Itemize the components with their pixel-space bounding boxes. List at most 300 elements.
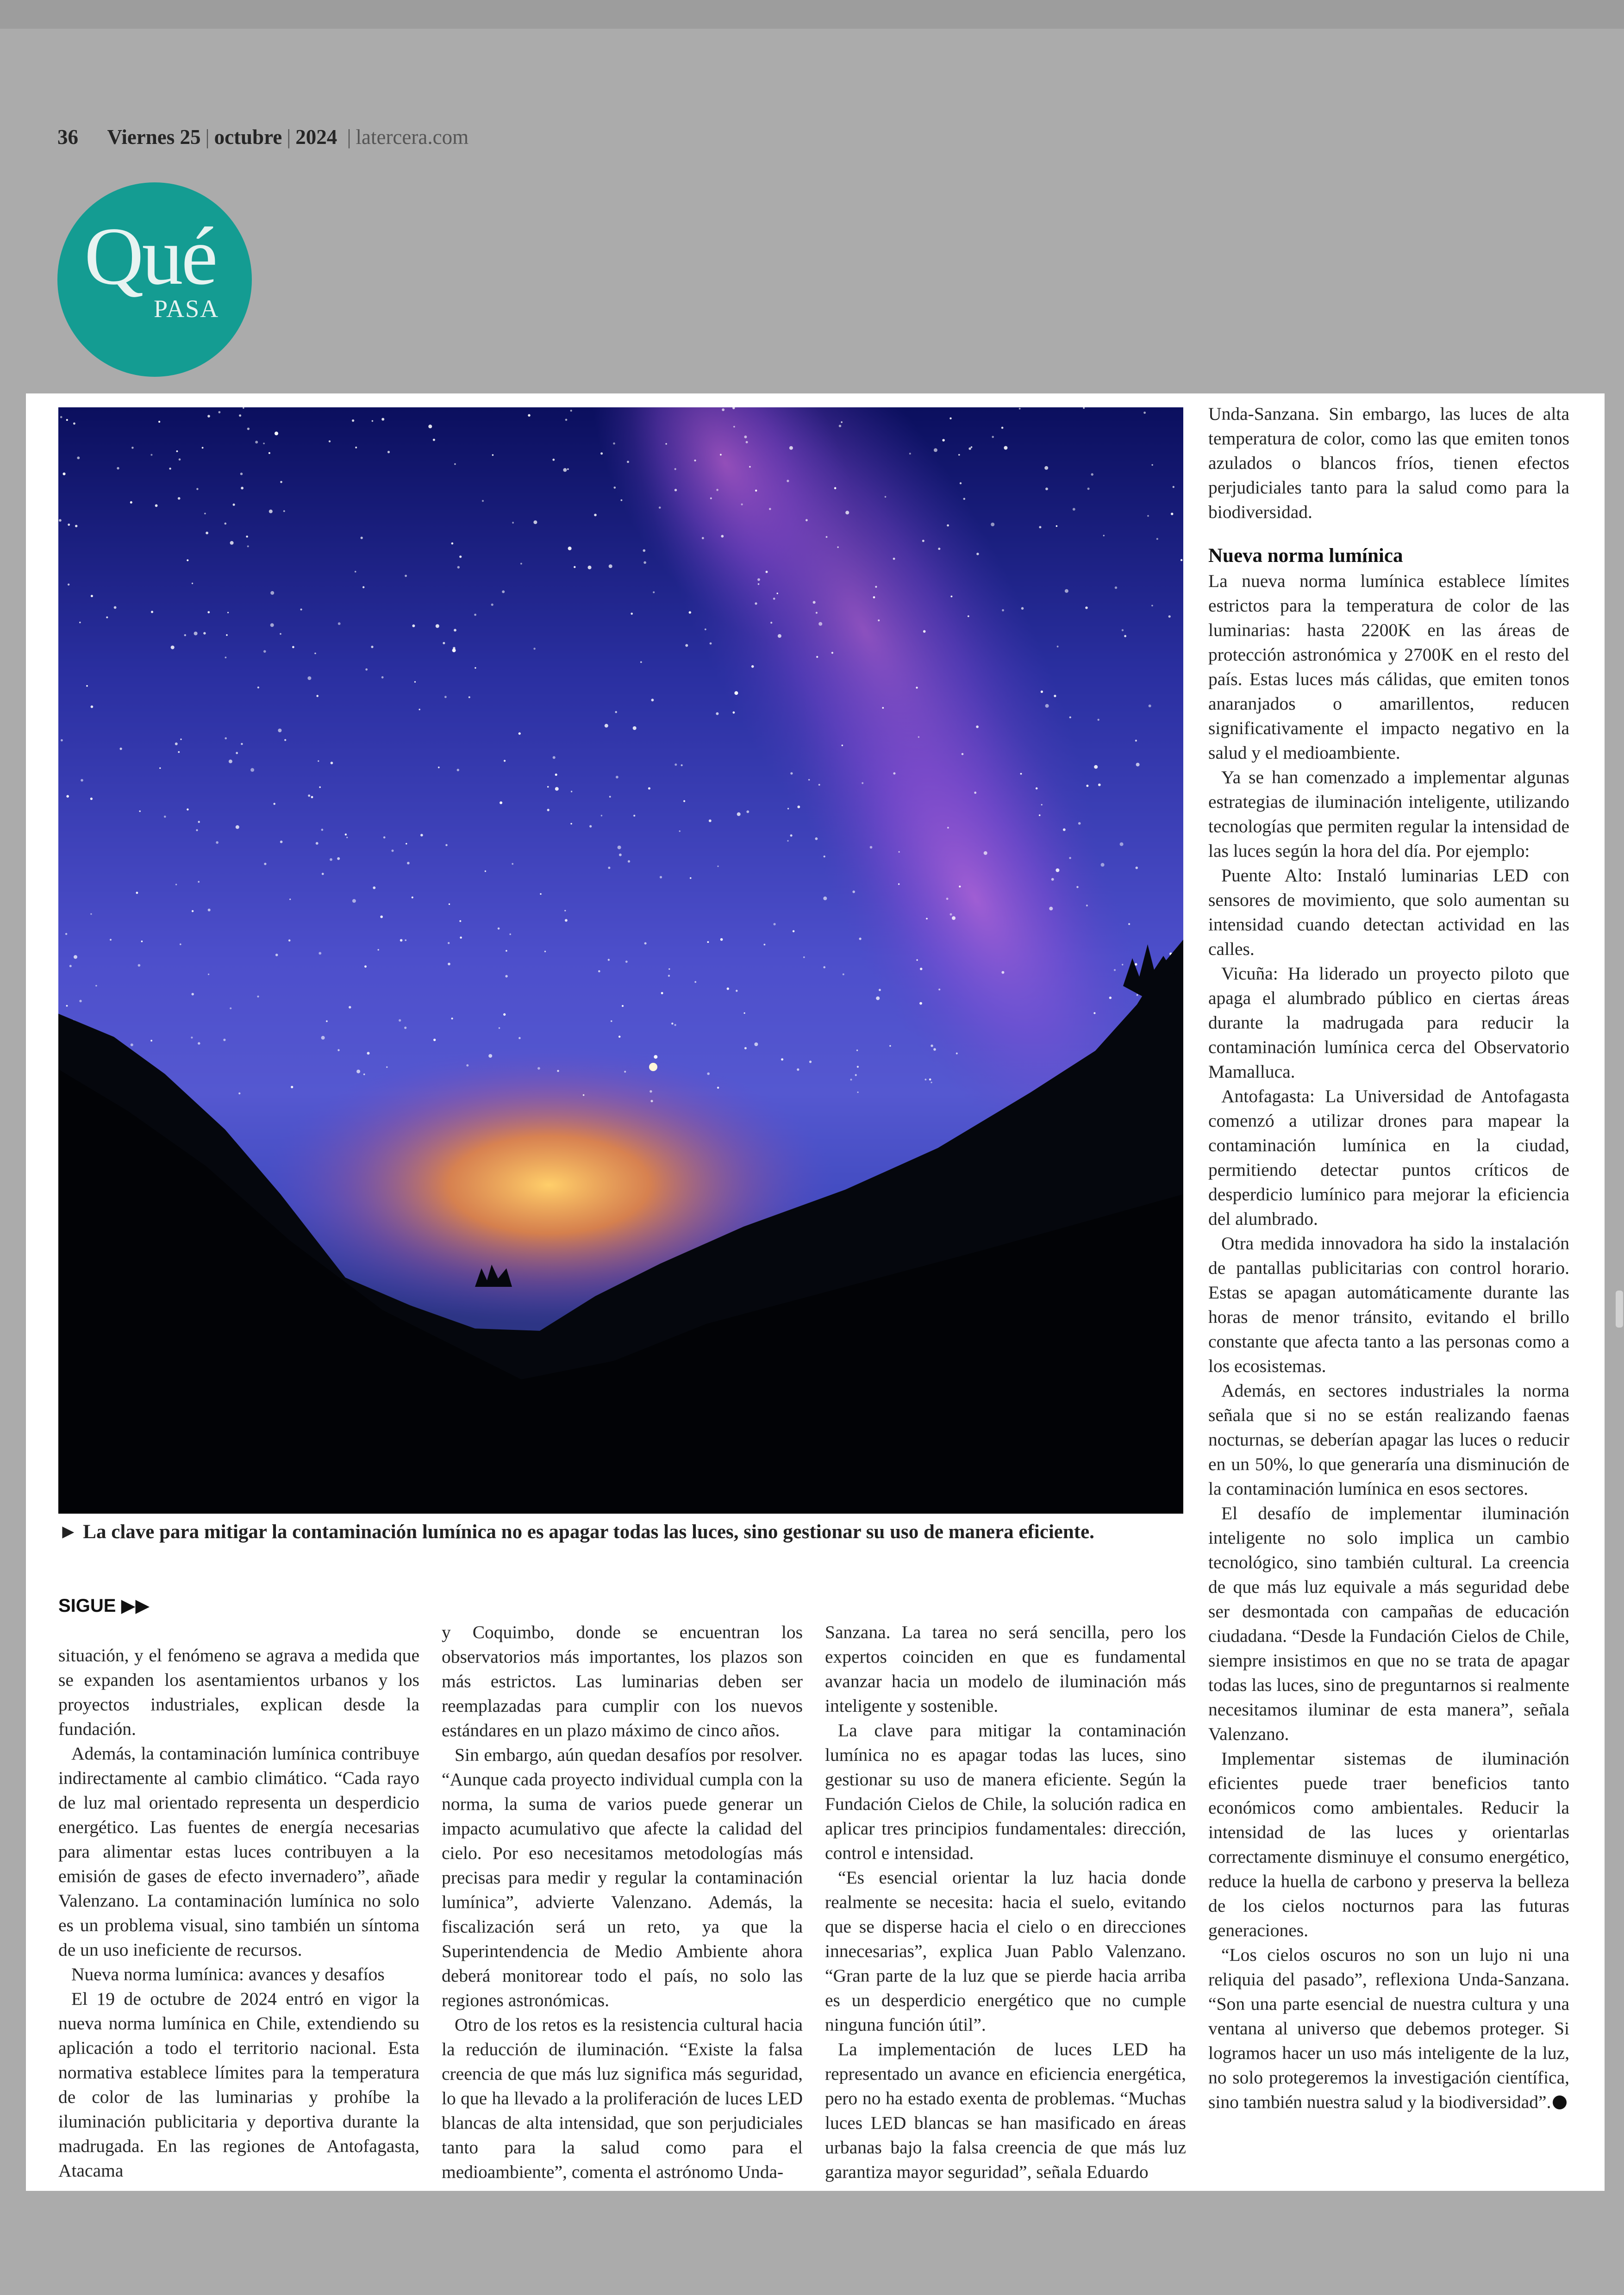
star	[722, 408, 725, 411]
star	[1136, 867, 1138, 869]
star	[879, 989, 881, 991]
star	[616, 776, 618, 779]
star	[378, 949, 379, 950]
star	[1122, 629, 1124, 631]
star	[1051, 878, 1054, 881]
star	[916, 959, 918, 960]
star	[898, 883, 899, 885]
star	[968, 615, 969, 617]
star	[816, 656, 818, 658]
star	[482, 500, 484, 502]
star	[1098, 719, 1099, 721]
star	[499, 1027, 500, 1029]
star	[330, 858, 332, 861]
star	[1147, 515, 1149, 517]
star	[611, 1020, 612, 1022]
star	[659, 506, 661, 509]
star	[504, 760, 506, 762]
star	[292, 646, 294, 649]
star	[744, 436, 747, 438]
star	[488, 1054, 492, 1058]
star	[500, 801, 502, 804]
star	[971, 446, 973, 448]
star	[643, 561, 646, 564]
star	[509, 934, 511, 935]
star	[289, 898, 291, 900]
star	[131, 1043, 133, 1046]
star	[91, 595, 93, 597]
star	[823, 966, 825, 968]
star	[428, 424, 432, 428]
header-month: octubre	[214, 125, 282, 149]
star	[710, 642, 712, 645]
star	[727, 987, 729, 990]
star	[485, 870, 486, 872]
star	[717, 866, 718, 867]
star	[1103, 535, 1105, 536]
star	[61, 739, 63, 742]
star	[552, 459, 555, 461]
star	[755, 490, 757, 492]
star	[757, 578, 760, 581]
star	[716, 489, 718, 491]
star	[114, 606, 117, 609]
star	[79, 622, 81, 623]
star	[280, 841, 283, 843]
star	[204, 513, 206, 515]
star	[918, 736, 919, 738]
star	[208, 973, 209, 975]
star	[59, 519, 62, 522]
star	[643, 549, 646, 552]
star	[176, 450, 178, 452]
star	[448, 963, 450, 966]
star	[1056, 525, 1058, 527]
star	[624, 1071, 626, 1073]
star	[404, 1027, 406, 1029]
star	[459, 920, 461, 922]
star	[1076, 886, 1078, 888]
star	[466, 1064, 468, 1066]
star	[1181, 559, 1182, 561]
star	[169, 468, 171, 469]
star	[929, 1079, 931, 1081]
star	[326, 1020, 328, 1022]
star	[813, 601, 816, 604]
star	[241, 487, 244, 490]
star	[208, 909, 211, 911]
star	[1122, 964, 1123, 965]
sigue-label: SIGUE ▶▶	[58, 1596, 150, 1616]
star	[194, 632, 198, 636]
star	[916, 687, 918, 689]
star	[862, 782, 863, 784]
star	[1073, 508, 1075, 511]
star	[225, 657, 227, 659]
paragraph: situación, y el fenómeno se agrava a medida que se expanden los asentamientos urbanos y los proyectos industriales, explican desde la fundación.	[58, 1645, 419, 1739]
star	[518, 732, 521, 735]
star	[86, 685, 88, 687]
star	[1120, 842, 1124, 846]
paragraph: Puente Alto: Instaló luminarias LED con sensores de movimiento, que solo aumentan su intensidad cuando detectan actividad en las calles.	[1208, 865, 1569, 959]
star	[741, 504, 743, 505]
star	[1002, 609, 1004, 611]
star	[533, 520, 537, 524]
header-site[interactable]: latercera.com	[356, 125, 469, 149]
star	[81, 779, 83, 782]
star	[319, 786, 321, 788]
star	[893, 558, 895, 560]
star	[63, 473, 66, 475]
star	[117, 467, 119, 469]
star	[1143, 412, 1146, 414]
photo-caption: ► La clave para mitigar la contaminación lumínica no es apagar todas las luces, sino gestionar su uso de manera eficiente.	[58, 1521, 1094, 1543]
star	[976, 725, 979, 728]
star	[787, 840, 788, 842]
star	[77, 456, 80, 459]
star	[319, 952, 321, 955]
star	[619, 854, 622, 856]
star	[882, 707, 884, 709]
star	[372, 420, 374, 422]
star	[661, 992, 663, 994]
star	[138, 964, 141, 967]
star	[371, 646, 373, 648]
star	[889, 1045, 891, 1047]
paragraph: Sanzana. La tarea no será sencilla, pero los expertos coinciden en que es fundamental avanzar hacia un modelo de iluminación más inteligente y sostenible.	[825, 1622, 1186, 1716]
star	[653, 592, 655, 593]
star	[337, 857, 340, 860]
star	[1124, 635, 1126, 637]
star	[683, 800, 685, 802]
star	[793, 930, 795, 933]
star	[625, 960, 628, 963]
star	[1087, 487, 1090, 490]
star	[373, 886, 375, 889]
star	[246, 536, 248, 537]
page-header: 36 Viernes 25 | octubre | 2024 | latercera.com	[57, 125, 469, 149]
star	[631, 613, 633, 615]
star	[454, 463, 456, 465]
star	[1137, 994, 1138, 996]
star	[707, 941, 709, 943]
star	[1020, 773, 1022, 775]
star	[816, 612, 818, 614]
star	[565, 919, 568, 922]
star	[878, 619, 880, 621]
star	[178, 497, 181, 500]
star	[106, 617, 108, 618]
star	[565, 419, 568, 421]
star	[1151, 464, 1153, 466]
star	[226, 634, 228, 636]
star	[644, 942, 647, 945]
star	[236, 825, 239, 829]
star	[349, 1006, 351, 1008]
star	[158, 421, 160, 423]
star	[589, 825, 592, 828]
milky-way-photo	[58, 407, 1183, 1514]
star	[66, 1005, 68, 1007]
star	[571, 791, 572, 792]
star	[1156, 538, 1158, 540]
paragraph-final	[1208, 1943, 1569, 2114]
star	[207, 611, 210, 613]
star	[459, 555, 462, 558]
star	[264, 863, 266, 865]
star	[66, 795, 69, 798]
star	[278, 729, 281, 732]
star	[283, 510, 285, 512]
star	[537, 1067, 540, 1070]
star	[227, 612, 229, 613]
star	[419, 709, 420, 710]
star	[651, 698, 654, 701]
star	[223, 1039, 225, 1041]
star	[841, 421, 842, 423]
star	[605, 724, 608, 728]
end-of-article-dot-icon	[1553, 2095, 1567, 2109]
star	[180, 943, 181, 945]
star	[926, 918, 928, 920]
star	[187, 559, 188, 561]
star	[399, 1019, 401, 1022]
star	[392, 849, 394, 852]
night-sky-image	[58, 407, 1183, 1514]
paragraph: El desafío de implementar iluminación inteligente no solo implica un cambio tecnológico, sino también cultural. La creencia de que más luz equivale a más seguridad debe ser desmontada con campañas de educación ciudadana. “Desde la Fundación Cielos de Chile, siempre insistimos en que no se trata de apagar todas las luces, sino de preguntarnos si realmente necesitamos iluminar de esta manera”, señala Valenzano.	[1208, 1503, 1569, 1744]
star	[257, 996, 259, 998]
paragraph: Antofagasta: La Universidad de Antofagasta comenzó a utilizar drones para mapear la contaminación lumínica en la ciudad, permitiendo detectar puntos críticos de desperdicio lumínico para mejorar la eficiencia del alumbrado.	[1208, 1086, 1569, 1229]
star	[474, 614, 476, 616]
star	[797, 805, 800, 808]
star	[311, 796, 313, 798]
star	[506, 950, 507, 952]
star	[963, 498, 965, 500]
star	[946, 898, 949, 900]
star	[151, 611, 153, 613]
star	[316, 695, 319, 697]
star	[291, 1086, 293, 1088]
star	[547, 786, 549, 788]
star	[75, 525, 77, 527]
star	[744, 1012, 745, 1014]
star	[263, 443, 265, 444]
star	[380, 916, 383, 918]
star	[1039, 526, 1041, 528]
star	[367, 1052, 370, 1054]
star	[1109, 997, 1112, 999]
star	[503, 1013, 506, 1016]
star	[69, 965, 72, 967]
star	[198, 821, 200, 823]
logo-pasa: PASA	[154, 295, 219, 323]
star	[191, 1036, 193, 1038]
star	[443, 642, 445, 644]
star	[352, 419, 354, 422]
star	[155, 504, 158, 507]
star	[570, 823, 572, 825]
paragraph: El 19 de octubre de 2024 entró en vigor la nueva norma lumínica en Chile, extendiendo su aplicación a todo el territorio nacional. Esta normativa establece límites para la temperatura de color de las luminarias y prohíbe la iluminación publicitaria y deportiva durante la madrugada. En las regiones de Antofagasta, Atacama	[58, 1989, 419, 2181]
star	[733, 426, 735, 428]
star	[1004, 446, 1007, 450]
star	[236, 752, 238, 754]
star	[856, 1049, 858, 1051]
star	[942, 439, 945, 442]
star	[386, 1066, 387, 1068]
star	[876, 997, 880, 1000]
star	[331, 762, 333, 765]
star	[555, 787, 559, 791]
star	[583, 1094, 585, 1096]
star	[1078, 822, 1081, 825]
star	[746, 441, 748, 443]
star	[433, 1039, 436, 1041]
star	[451, 1017, 453, 1019]
article-column-4	[1208, 402, 1569, 2170]
star	[976, 553, 979, 555]
star	[622, 1005, 624, 1007]
star	[68, 584, 69, 586]
star	[1057, 646, 1059, 648]
star	[420, 834, 423, 836]
star	[314, 653, 316, 655]
paragraph: Otra medida innovadora ha sido la instalación de pantallas publicitarias con control horario. Estas se apagan automáticamente durante las horas de menor tránsito, evitando el brillo constante que afecta tanto a las personas como a los ecosistemas.	[1208, 1233, 1569, 1376]
paragraph: Sin embargo, aún quedan desafíos por resolver. “Aunque cada proyecto individual cumpla con la norma, la suma de varios puede generar un impacto acumulativo que afecte la calidad del cielo. Por eso necesitamos metodologías más precisas para medir y regular la contaminación lumínica”, advierte Valenzano. Además, la fiscalización será un reto, ya que la Superintendencia de Medio Ambiente ahora deberá monitorear todo el país, no solo las regiones astronómicas.	[442, 1745, 803, 2010]
star	[175, 884, 177, 885]
star	[640, 661, 642, 663]
star	[288, 939, 291, 942]
article-column-3	[825, 1620, 1186, 2203]
star	[628, 860, 630, 862]
star	[608, 867, 610, 869]
star	[1044, 466, 1048, 470]
star	[192, 993, 194, 995]
star	[230, 541, 234, 545]
star	[179, 458, 181, 461]
star	[270, 591, 274, 595]
star	[553, 756, 556, 759]
star	[318, 761, 319, 762]
star	[1136, 763, 1140, 767]
star	[363, 1073, 365, 1075]
star	[679, 830, 681, 832]
star	[1149, 705, 1151, 707]
star	[491, 604, 493, 606]
star	[601, 815, 602, 816]
star	[744, 1047, 747, 1049]
star	[920, 968, 922, 970]
star	[120, 748, 122, 750]
star	[956, 1053, 958, 1054]
star	[1021, 607, 1024, 610]
star	[787, 808, 789, 809]
star	[65, 933, 67, 935]
star	[79, 1000, 81, 1002]
star	[855, 1074, 857, 1076]
star	[307, 676, 311, 680]
star	[1094, 765, 1098, 769]
star	[316, 842, 319, 845]
star	[184, 634, 186, 636]
star	[751, 665, 754, 668]
star	[857, 1066, 859, 1068]
star	[533, 648, 535, 649]
star	[952, 916, 956, 920]
star	[1054, 695, 1056, 697]
star	[837, 546, 838, 548]
star	[685, 644, 688, 647]
star	[269, 452, 270, 454]
star	[91, 705, 94, 708]
star	[668, 975, 670, 977]
star	[681, 764, 683, 766]
star	[436, 624, 439, 628]
star	[230, 1007, 231, 1009]
star	[947, 827, 949, 829]
star	[241, 743, 243, 745]
star	[787, 480, 789, 482]
star	[150, 1040, 152, 1041]
star	[361, 536, 363, 539]
star	[613, 443, 615, 445]
star	[770, 622, 772, 624]
star	[690, 877, 692, 879]
paragraph: La implementación de luces LED ha representado un avance en eficiencia energética, pero no ha estado exenta de problemas. “Muchas luces LED blancas se han masificado en áreas urbanas bajo la falsa creencia de que más luz garantiza mayor seguridad”, señala Eduardo	[825, 2039, 1186, 2182]
star	[675, 763, 677, 766]
star	[809, 1060, 812, 1063]
star	[815, 837, 818, 840]
star	[448, 942, 450, 944]
star	[570, 410, 572, 412]
star	[675, 468, 676, 470]
star	[716, 712, 718, 715]
star	[797, 1068, 799, 1071]
paragraph: Implementar sistemas de iluminación eficientes puede traer beneficios tanto económicos como ambientales. Reducir la intensidad de las luces y orientarlas correctamente disminuye el consumo energético, reduce la huella de carbono y preserva la belleza de los cielos nocturnos para las futuras generaciones.	[1208, 1748, 1569, 1940]
star	[594, 514, 597, 517]
star	[381, 418, 384, 421]
star	[618, 846, 621, 849]
star	[949, 418, 951, 419]
star	[337, 1049, 339, 1051]
star	[627, 461, 629, 463]
star	[852, 891, 855, 893]
star	[777, 592, 778, 594]
star	[275, 431, 278, 435]
star	[518, 1037, 521, 1039]
star	[352, 899, 356, 903]
star	[959, 886, 961, 887]
paragraph: Vicuña: Ha liderado un proyecto piloto que apaga el alumbrado público en ciertas áreas durante la madrugada para reducir la contaminación lumínica cerca del Observatorio Mamalluca.	[1208, 963, 1569, 1082]
star	[139, 811, 141, 812]
star	[823, 897, 827, 900]
star	[180, 739, 181, 740]
star	[563, 468, 567, 472]
paragraph: Unda-Sanzana. Sin embargo, las luces de alta temperatura de color, como las que emiten tonos azulados o blancos fríos, tienen efectos perjudiciales tanto para la salud como para la biodiversidad.	[1208, 404, 1569, 522]
star	[250, 768, 254, 772]
star	[192, 910, 194, 912]
star	[705, 629, 706, 630]
star	[781, 1058, 783, 1060]
star	[1093, 1012, 1095, 1014]
star	[233, 504, 235, 506]
star	[675, 1024, 676, 1026]
star	[609, 564, 612, 568]
star	[660, 876, 662, 878]
star	[365, 668, 368, 671]
star	[845, 511, 849, 514]
scrollbar-thumb[interactable]	[1616, 1291, 1623, 1328]
star	[150, 454, 152, 456]
